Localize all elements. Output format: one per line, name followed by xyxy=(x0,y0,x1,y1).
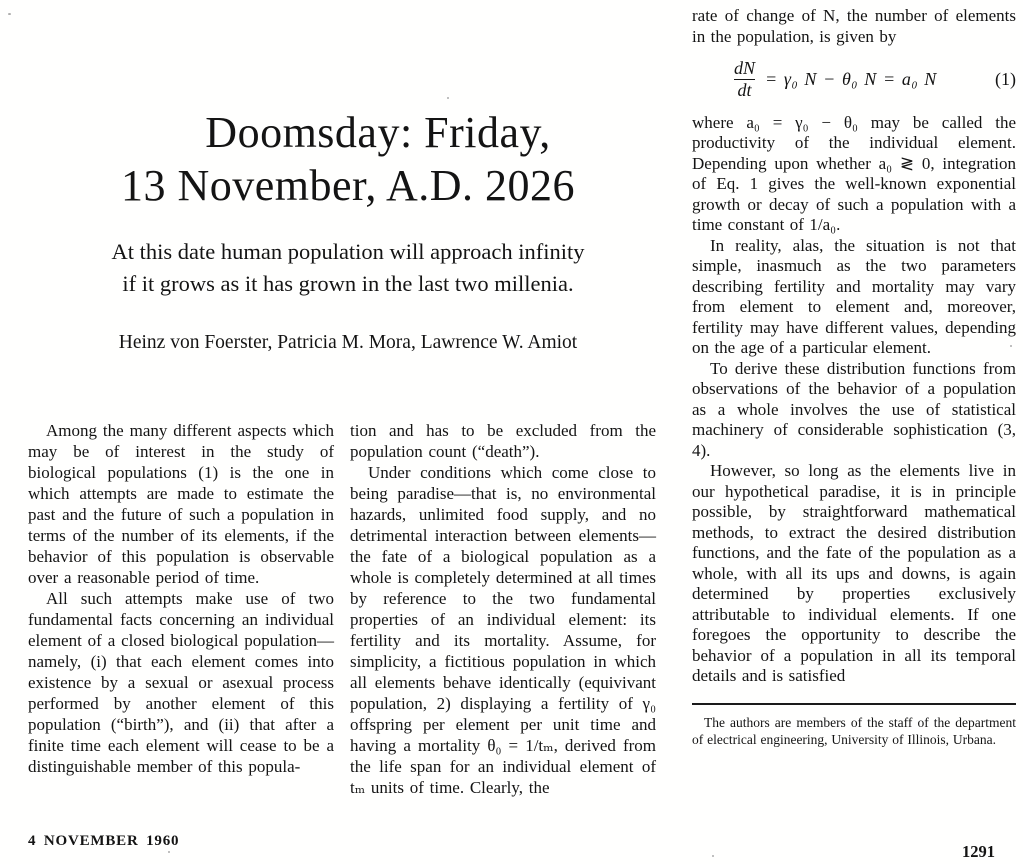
paragraph: rate of change of N, the number of elements in the population, is given by xyxy=(692,6,1016,46)
main-column-area xyxy=(28,0,668,798)
article-masthead xyxy=(28,0,668,354)
scan-speck xyxy=(712,855,714,857)
footnote-rule xyxy=(692,703,1016,705)
article-subtitle xyxy=(28,236,668,300)
article-subtitle-line1: At this date human population will approach infinity xyxy=(111,239,585,264)
paragraph: tion and has to be excluded from the population count (“death”). xyxy=(350,421,656,461)
article-title-line1: Doomsday: Friday, xyxy=(205,108,551,157)
paragraph: In reality, alas, the situation is not that simple, inasmuch as the two parameters describing fertility and mortality may vary from element to element and, moreover, fertility may have different values, depending on the age of a particular element. xyxy=(692,235,1016,358)
scan-speck xyxy=(8,13,11,15)
equation-fraction xyxy=(734,59,755,100)
equation-denominator: dt xyxy=(737,79,752,100)
equation-numerator: dN xyxy=(734,58,756,78)
author-affiliation-footnote: The authors are members of the staff of the department of electrical engineering, University of Illinois, Urbana. xyxy=(692,714,1016,748)
scan-speck xyxy=(1010,345,1012,347)
article-title-line2: 13 November, A.D. 2026 xyxy=(120,161,576,210)
body-columns xyxy=(28,420,668,798)
article-subtitle-line2: if it grows as it has grown in the last two millenia. xyxy=(122,271,574,296)
equation-number: (1) xyxy=(995,69,1016,90)
body-column-left xyxy=(28,420,334,798)
equation-1 xyxy=(692,59,1016,100)
equation-rhs: = γ₀ N − θ₀ N = a₀ N xyxy=(765,69,937,90)
paragraph: To derive these distribution functions from observations of the behavior of a population as a whole involves the use of statistical machinery of considerable sophistication (3, 4). xyxy=(692,358,1016,460)
paragraph: Among the many different aspects which may be of interest in the study of biological populations (1) is the one in which attempts are made to estimate the past and the future of such a population in terms of the number of its elements, if the behavior of this population is observable over a reasonable period of time. xyxy=(28,421,334,587)
page-number: 1291 xyxy=(962,842,995,861)
paragraph: However, so long as the elements live in our hypothetical paradise, it is in principle possible, by straightforward mathematical methods, to extract the desired distribution functions, and the fate of the population as a whole, with all its ups and downs, is again determined by properties exclusively attributable to individual elements. If one foregoes the opportunity to describe the behavior of a population in all its temporal details and is satisfied xyxy=(692,461,1016,686)
paragraph: Under conditions which come close to being paradise—that is, no environmental hazards, unlimited food supply, and no detrimental interaction between elements—the fate of a biological population as a whole is completely determined at all times by reference to the two fundamental properties of an individual element: its fertility and its mortality. Assume, for simplicity, a fictitious population in which all elements behave identically (equivivant population, 2) displaying a fertility of γ₀ offspring per element per unit time and having a mortality θ₀ = 1/tₘ, derived from the life span for an individual element of tₘ units of time. Clearly, the xyxy=(350,463,656,797)
article-title xyxy=(28,0,668,212)
article-authors: Heinz von Foerster, Patricia M. Mora, Lawrence W. Amiot xyxy=(118,332,578,353)
paragraph: All such attempts make use of two fundamental facts concerning an individual element of a closed biological population—namely, (i) that each element comes into existence by a sexual or asexual process performed by another element of this population (“birth”), and (ii) that after a finite time each element will cease to be a distinguishable member of this popula- xyxy=(28,589,334,776)
body-column-right xyxy=(692,6,1016,749)
scan-speck xyxy=(168,851,170,853)
paragraph: where a₀ = γ₀ − θ₀ may be called the productivity of the individual element. Depending upon whether a₀ ≷ 0, integration of Eq. 1 gives the well-known exponential growth or decay of such a population with a time constant of 1/a₀. xyxy=(692,112,1016,235)
scan-speck xyxy=(447,97,449,99)
body-column-middle xyxy=(350,420,656,798)
issue-date: 4 NOVEMBER 1960 xyxy=(28,833,180,849)
